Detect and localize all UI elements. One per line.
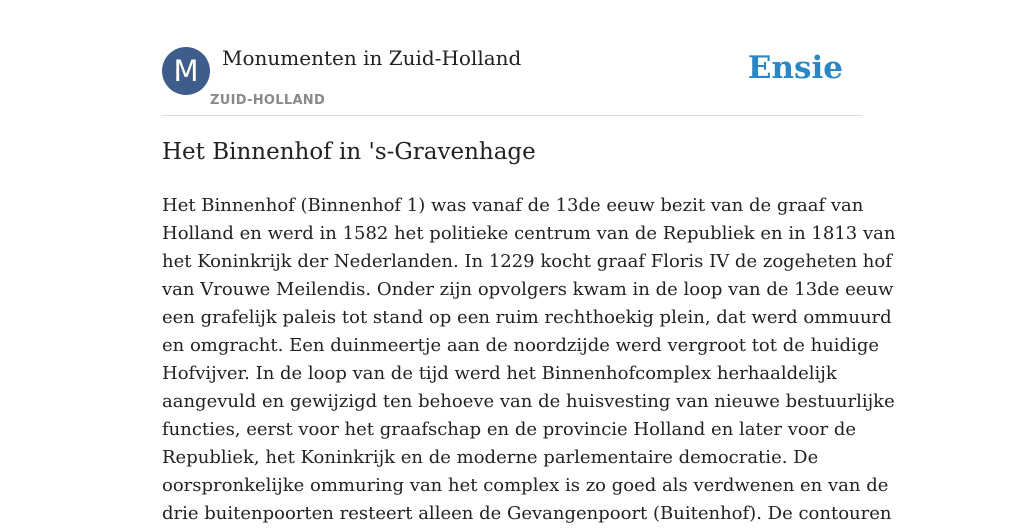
channel-tag[interactable]: ZUID-HOLLAND <box>210 93 326 108</box>
avatar[interactable]: M <box>162 47 210 95</box>
channel-header <box>162 44 862 116</box>
channel-title[interactable]: Monumenten in Zuid-Holland <box>222 46 522 70</box>
body-line: Hofvijver. In de loop van de tijd werd het Binnenhofcomplex herhaaldelijk <box>162 363 837 384</box>
body-line: van Vrouwe Meilendis. Onder zijn opvolgers kwam in de loop van de 13de eeuw <box>162 279 894 300</box>
article-title: Het Binnenhof in 's-Gravenhage <box>162 139 536 165</box>
body-line: Holland en werd in 1582 het politieke centrum van de Republiek en in 1813 van <box>162 223 896 244</box>
body-line: oorspronkelijke ommuring van het complex is zo goed als verdwenen en van de <box>162 475 889 496</box>
article-body <box>162 192 896 528</box>
body-line: functies, eerst voor het graafschap en de provincie Holland en later voor de <box>162 419 857 440</box>
body-line: Het Binnenhof (Binnenhof 1) was vanaf de 13de eeuw bezit van de graaf van <box>162 195 864 216</box>
body-line: een grafelijk paleis tot stand op een ruim rechthoekig plein, dat werd ommuurd <box>162 307 892 328</box>
body-line: het Koninkrijk der Nederlanden. In 1229 kocht graaf Floris IV de zogeheten hof <box>162 251 892 272</box>
body-line: en omgracht. Een duinmeertje aan de noordzijde werd vergroot tot de huidige <box>162 335 880 356</box>
brand-logo[interactable]: Ensie <box>747 50 843 86</box>
body-line: Republiek, het Koninkrijk en de moderne parlementaire democratie. De <box>162 447 819 468</box>
header-divider <box>162 115 862 116</box>
body-line: drie buitenpoorten resteert alleen de Gevangenpoort (Buitenhof). De contouren <box>162 503 892 524</box>
body-line: aangevuld en gewijzigd ten behoeve van de huisvesting van nieuwe bestuurlijke <box>162 391 895 412</box>
